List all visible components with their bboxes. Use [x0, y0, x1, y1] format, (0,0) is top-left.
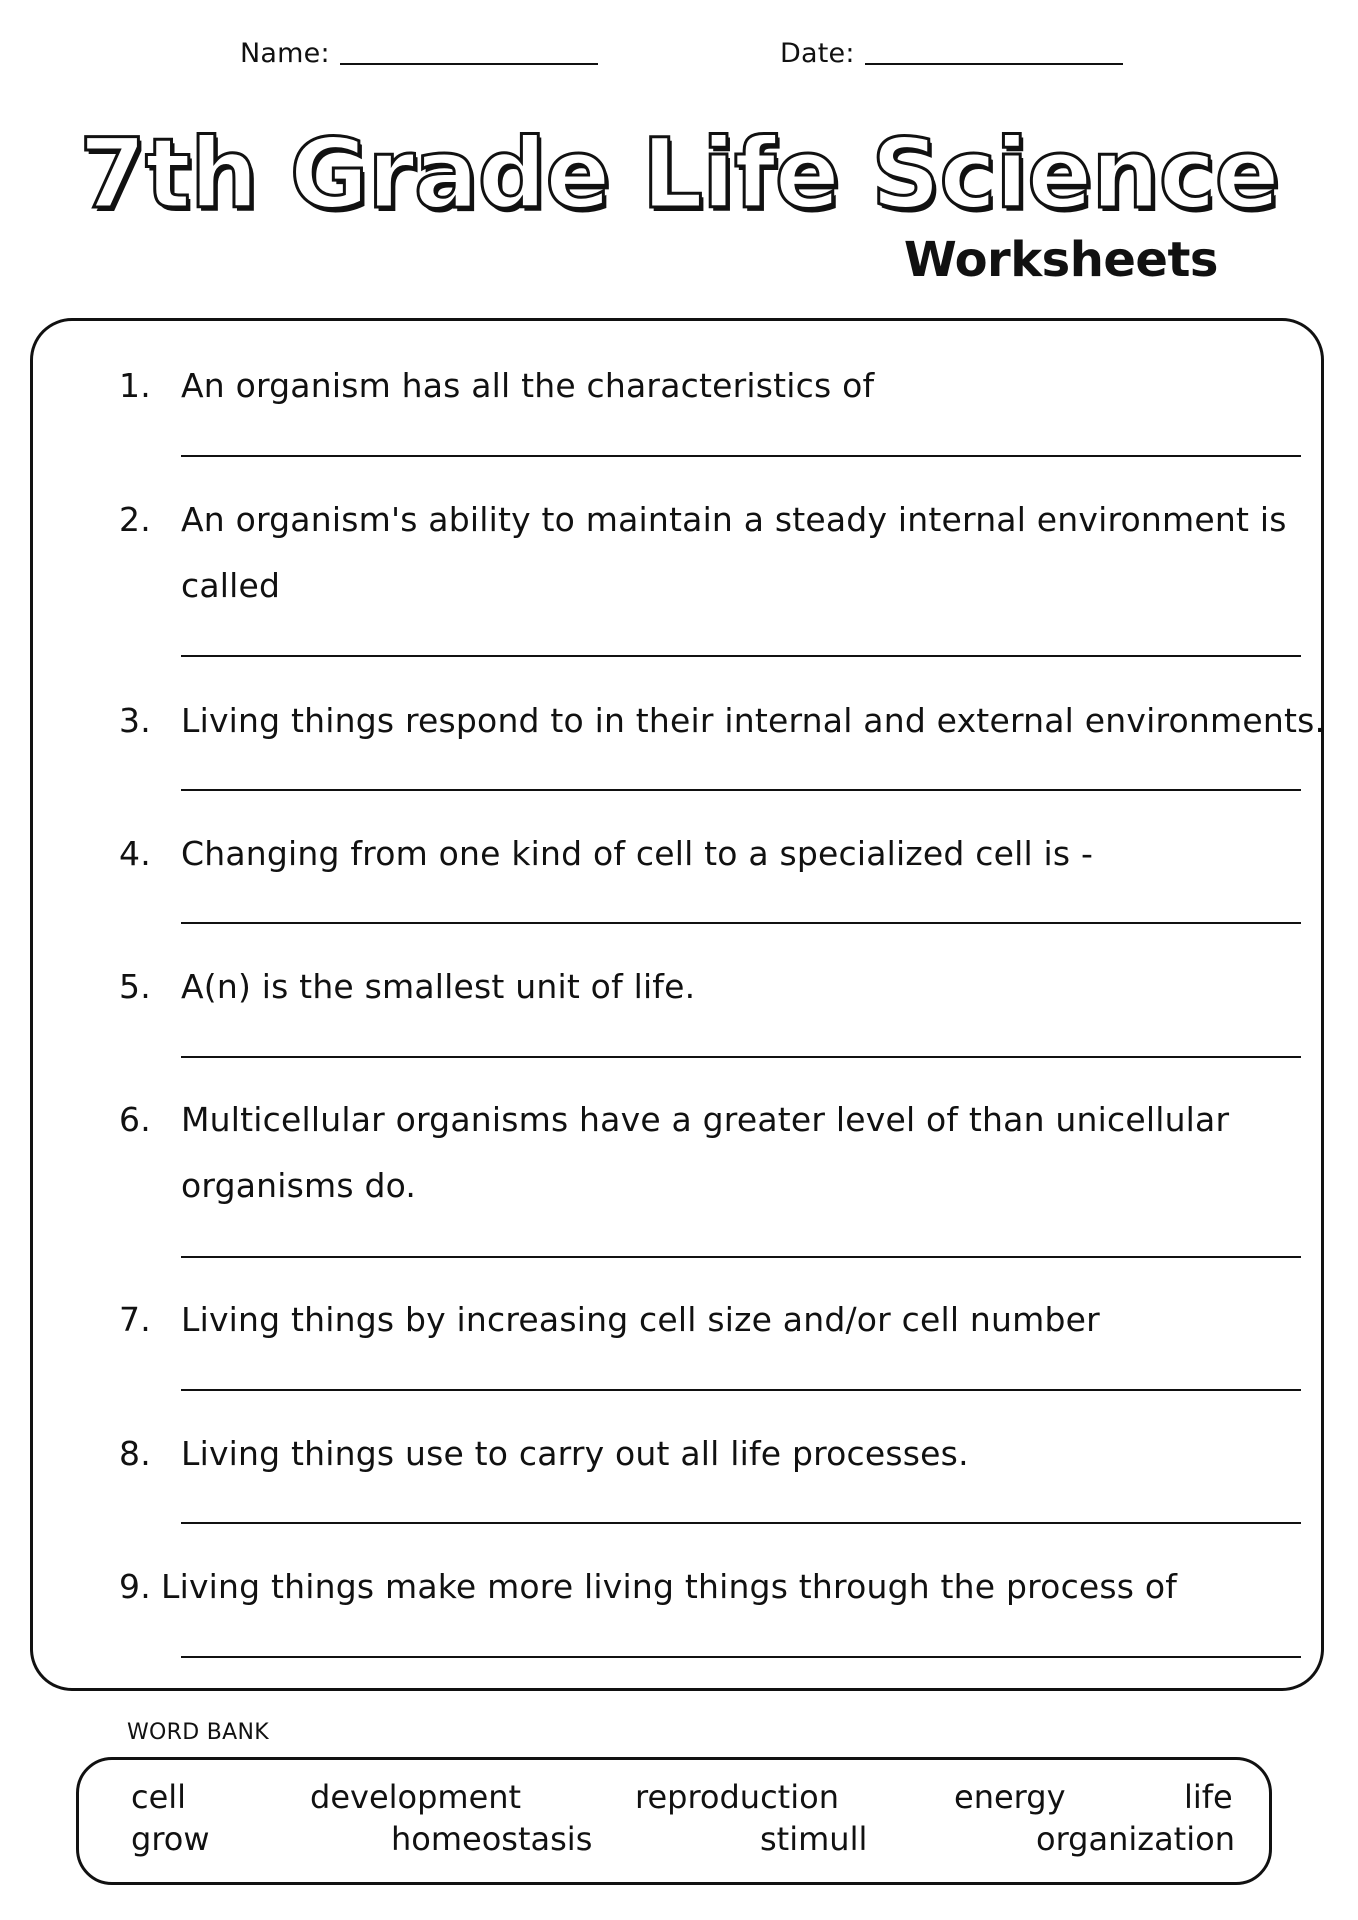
word-bank-item: life	[1184, 1778, 1233, 1816]
question-number: 4.	[119, 834, 151, 873]
answer-line-2[interactable]	[181, 655, 1301, 657]
question-text: A(n) is the smallest unit of life.	[181, 967, 696, 1006]
answer-line-1[interactable]	[181, 455, 1301, 457]
question-6	[119, 1087, 1331, 1219]
question-9	[119, 1554, 1311, 1620]
question-7	[119, 1287, 1331, 1353]
question-2	[119, 487, 1331, 619]
date-label: Date:	[780, 38, 855, 69]
date-field	[780, 38, 1123, 69]
answer-line-4[interactable]	[181, 922, 1301, 924]
question-number: 3.	[119, 701, 151, 740]
question-number: 2.	[119, 500, 151, 539]
question-text: Multicellular organisms have a greater level of than unicellular organisms do.	[181, 1100, 1230, 1205]
word-bank-item: stimull	[760, 1820, 868, 1858]
word-bank-label: WORD BANK	[127, 1720, 270, 1745]
answer-line-9[interactable]	[181, 1656, 1301, 1658]
question-text: Living things make more living things through the process of	[161, 1567, 1178, 1606]
question-1	[119, 353, 1331, 419]
question-8	[119, 1421, 1331, 1487]
question-5	[119, 954, 1331, 1020]
word-bank-item: development	[310, 1778, 522, 1816]
answer-line-7[interactable]	[181, 1389, 1301, 1391]
answer-line-6[interactable]	[181, 1256, 1301, 1258]
word-bank-item: homeostasis	[391, 1820, 593, 1858]
word-bank-item: cell	[131, 1778, 187, 1816]
question-text: Living things respond to in their internal and external environments.	[181, 701, 1326, 740]
answer-line-5[interactable]	[181, 1056, 1301, 1058]
question-text: An organism has all the characteristics of	[181, 366, 875, 405]
word-bank-item: reproduction	[635, 1778, 839, 1816]
question-number: 1.	[119, 366, 151, 405]
answer-line-8[interactable]	[181, 1522, 1301, 1524]
name-blank[interactable]	[340, 41, 598, 65]
word-bank-box	[76, 1757, 1272, 1885]
date-blank[interactable]	[865, 41, 1123, 65]
question-number: 8.	[119, 1434, 151, 1473]
word-bank-item: organization	[1036, 1820, 1235, 1858]
name-field	[240, 38, 598, 69]
question-number: 6.	[119, 1100, 151, 1139]
answer-line-3[interactable]	[181, 789, 1301, 791]
page-subtitle: Worksheets	[903, 232, 1218, 288]
question-text: Living things use to carry out all life processes.	[181, 1434, 969, 1473]
name-label: Name:	[240, 38, 330, 69]
question-number: 5.	[119, 967, 151, 1006]
word-bank-item: grow	[131, 1820, 210, 1858]
questions-box	[30, 318, 1324, 1691]
question-text: Changing from one kind of cell to a specialized cell is -	[181, 834, 1094, 873]
question-number: 7.	[119, 1300, 151, 1339]
question-4	[119, 821, 1331, 887]
question-number: 9.	[119, 1567, 151, 1606]
question-text: Living things by increasing cell size and/or cell number	[181, 1300, 1100, 1339]
page-title: 7th Grade Life Science	[79, 118, 1279, 230]
question-text: An organism's ability to maintain a steady internal environment is called	[181, 500, 1287, 605]
question-3	[119, 688, 1331, 754]
word-bank-item: energy	[954, 1778, 1066, 1816]
